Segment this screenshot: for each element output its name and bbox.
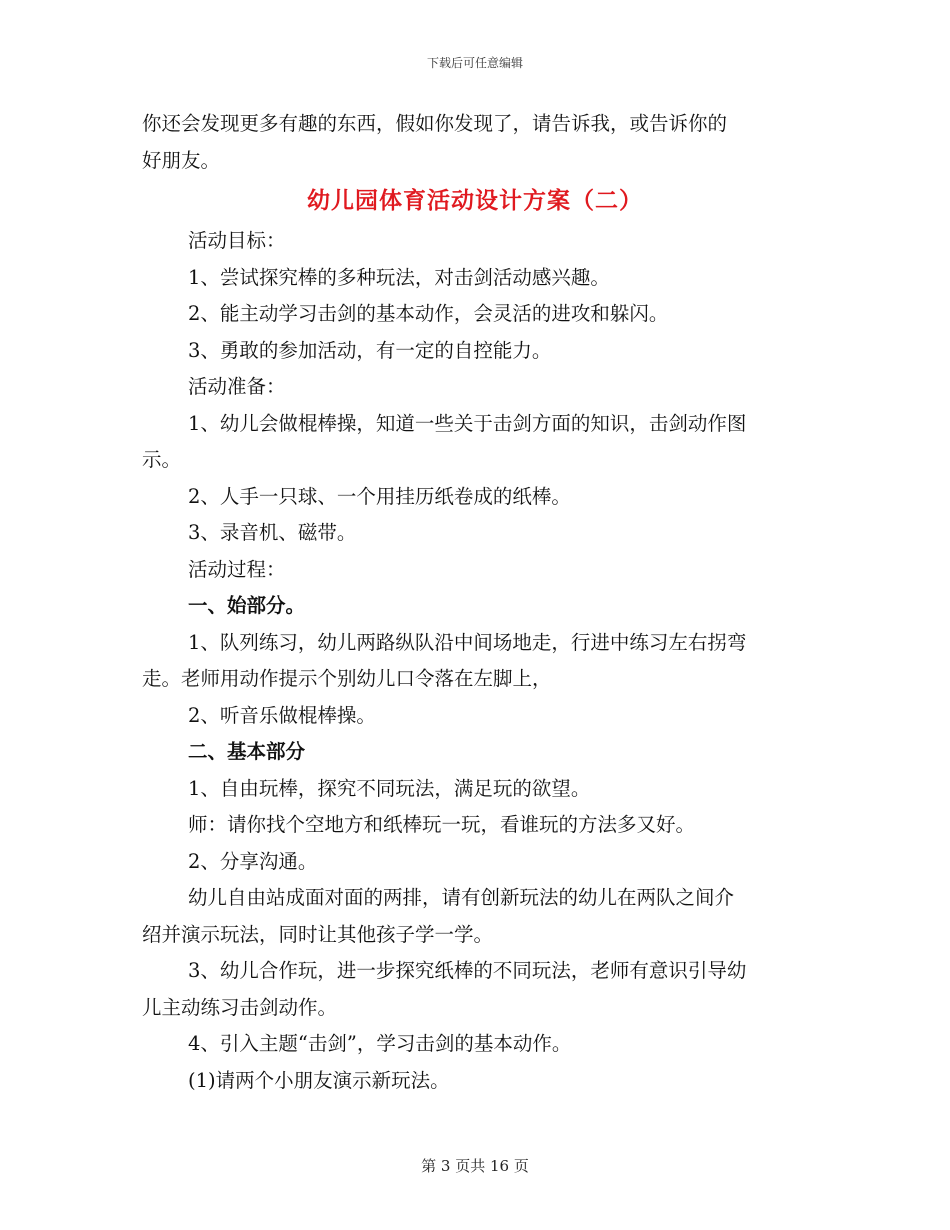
- body-line: 2、分享沟通。: [188, 849, 318, 873]
- document-body: [142, 106, 808, 1099]
- body-line: 1、尝试探究棒的多种玩法，对击剑活动感兴趣。: [188, 265, 610, 289]
- body-line: 3、幼儿合作玩，进一步探究纸棒的不同玩法，老师有意识引导幼: [188, 959, 747, 982]
- body-line: 幼儿自由站成面对面的两排，请有创新玩法的幼儿在两队之间介: [188, 886, 735, 909]
- body-line: 3、录音机、磁带。: [188, 521, 357, 544]
- body-line: 1、幼儿会做棍棒操，知道一些关于击剑方面的知识，击剑动作图: [188, 411, 747, 435]
- body-line: 师：请你找个空地方和纸棒玩一玩，看谁玩的方法多又好。: [188, 813, 696, 836]
- intro-line-2: 好朋友。: [142, 148, 221, 172]
- body-line: 儿主动练习击剑动作。: [142, 995, 338, 1019]
- body-line: 绍并演示玩法，同时让其他孩子学一学。: [142, 922, 494, 946]
- section-title: 幼儿园体育活动设计方案（二）: [307, 187, 643, 214]
- body-line: 2、听音乐做棍棒操。: [188, 703, 376, 727]
- intro-line-1: 你还会发现更多有趣的东西，假如你发现了，请告诉我，或告诉你的: [142, 112, 728, 135]
- body-line: 走。老师用动作提示个别幼儿口令落在左脚上，: [142, 667, 552, 690]
- body-line: 4、引入主题“击剑”，学习击剑的基本动作。: [188, 1032, 572, 1055]
- page-header: 下载后可任意编辑: [426, 56, 523, 70]
- body-line: 活动目标：: [188, 229, 286, 252]
- body-line: 二、基本部分: [188, 740, 306, 763]
- body-lines: [142, 223, 808, 1099]
- page-footer: 第 3 页共 16 页: [421, 1157, 529, 1175]
- body-line: 3、勇敢的参加活动，有一定的自控能力。: [188, 338, 552, 362]
- body-line: 活动准备：: [188, 375, 286, 398]
- body-line: 活动过程：: [188, 557, 286, 581]
- body-line: 2、人手一只球、一个用挂历纸卷成的纸棒。: [188, 484, 571, 508]
- body-line: 1、自由玩棒，探究不同玩法，满足玩的欲望。: [188, 776, 591, 800]
- body-line: 示。: [142, 448, 182, 471]
- body-line: 1、队列练习，幼儿两路纵队沿中间场地走，行进中练习左右拐弯: [188, 630, 747, 654]
- body-line: (1)请两个小朋友演示新玩法。: [188, 1068, 450, 1092]
- body-line: 一、始部分。: [188, 594, 306, 617]
- body-line: 2、能主动学习击剑的基本动作，会灵活的进攻和躲闪。: [188, 302, 669, 325]
